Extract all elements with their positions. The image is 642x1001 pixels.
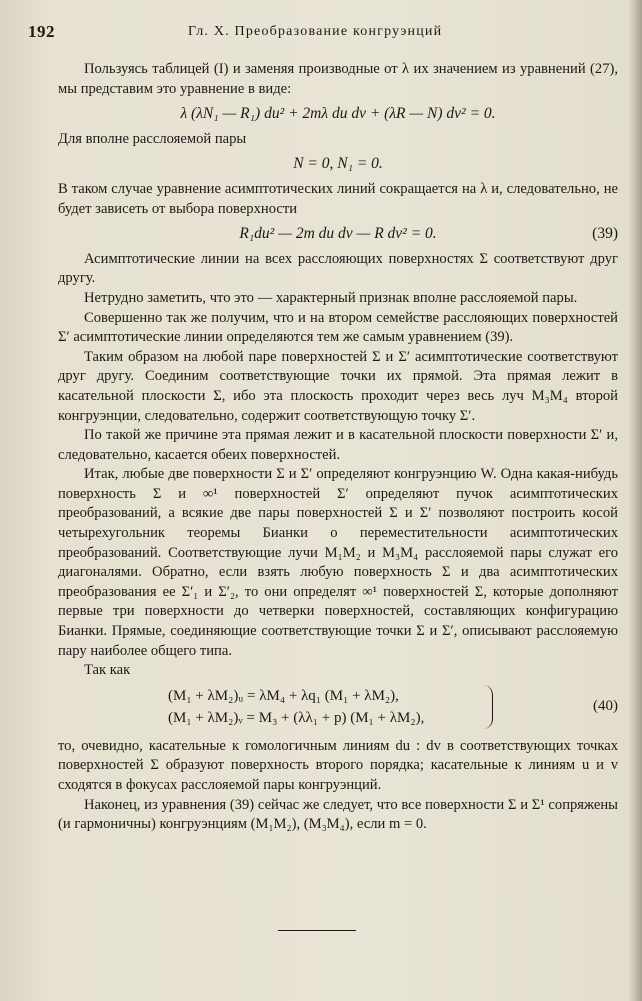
running-title: Гл. X. Преобразование конгруэнций — [188, 24, 443, 39]
equation: λ (λN₁ — R₁) du² + 2mλ du dv + (λR — N) dv² = 0. — [180, 105, 496, 123]
equation-number: (39) — [592, 225, 618, 243]
system-line: (M₁ + λM₂)ᵥ = M₃ + (λλ₁ + p) (M₁ + λM₂), — [168, 709, 425, 726]
paragraph: то, очевидно, касательные к гомологичным линиям du : dv в соответствующих точках поверхностей Σ образуют поверхность второго порядка; касательные к линиям u и v сходятся в фокусах расслояемой пары конгруэнций. — [58, 737, 618, 793]
equation-39 — [58, 224, 618, 244]
paragraph: Пользуясь таблицей (I) и заменяя производные от λ их значением из уравнений (27), мы представим это уравнение в виде: — [58, 61, 618, 97]
paragraph: Нетрудно заметить, что это — характерный признак вполне расслояемой пары. — [84, 289, 578, 306]
equation-body: R₁du² — 2m du dv — R dv² = 0. — [239, 225, 437, 243]
end-rule — [278, 930, 356, 931]
paragraph: По такой же причине эта прямая лежит и в касательной плоскости поверхности Σ′ и, следовательно, касается обеих поверхностей. — [58, 427, 618, 463]
paragraph: Асимптотические линии на всех расслояющих поверхностях Σ соответствуют друг другу. — [58, 250, 618, 287]
equation: N = 0, N₁ = 0. — [293, 155, 383, 173]
system-line: (M₁ + λM₂)ᵤ = λM₄ + λq₁ (M₁ + λM₂), — [168, 687, 399, 704]
equation-number: (40) — [593, 697, 618, 714]
page-body — [58, 60, 618, 835]
equation-system-40 — [58, 685, 618, 731]
paragraph: В таком случае уравнение асимптотических линий сокращается на λ и, следовательно, не будет зависеть от выбора поверхности — [58, 180, 618, 217]
paragraph: Так как — [84, 662, 131, 679]
page-spine-shadow — [628, 0, 642, 1001]
paragraph: Наконец, из уравнения (39) сейчас же следует, что все поверхности Σ и Σ¹ сопряжены (и гармоничны) конгруэнциям (M₁M₂), (M₃M₄), если m = 0. — [58, 796, 618, 833]
page-number: 192 — [28, 22, 55, 41]
paragraph: Для вполне расслояемой пары — [58, 130, 247, 147]
paragraph: Совершенно так же получим, что и на втором семействе расслояющих поверхностей Σ′ асимптотические линии определяются тем же самым уравнением (39). — [58, 309, 618, 346]
paragraph: Итак, любые две поверхности Σ и Σ′ определяют конгруэнцию W. Одна какая-нибудь поверхность Σ и ∞¹ поверхностей Σ′ определяют пучок асимптотических преобразований, а всякие две пары поверхностей Σ и Σ′ позволяют построить косой четырехугольник теоремы Бианки о переместительности асимптотических преобразований. Соответствующие лучи M₁M₂ и M₃M₄ расслояемой пары служат его диагоналями. Обратно, если взять любую поверхность Σ и два асимптотических преобразования ее Σ′₁ и Σ′₂, то они определят ∞¹ поверхностей Σ, которые дополняют первые три поверхности до четверки поверхностей, составляющих конфигурацию Бианки. Прямые, соединяющие соответствующие точки Σ и Σ′, описывают расслояемую пару наиболее общего типа. — [58, 466, 618, 659]
paragraph: Таким образом на любой паре поверхностей Σ и Σ′ асимптотические соответствуют друг другу. Соединим соответствующие точки их прямой. Эта прямая лежит в касательной плоскости Σ, ибо эта плоскость проходит через весь луч M₃M₄ второй конгруэнции, следовательно, содержит соответствующую точку Σ′. — [58, 348, 618, 424]
page-header — [28, 22, 618, 46]
right-brace — [482, 685, 493, 729]
